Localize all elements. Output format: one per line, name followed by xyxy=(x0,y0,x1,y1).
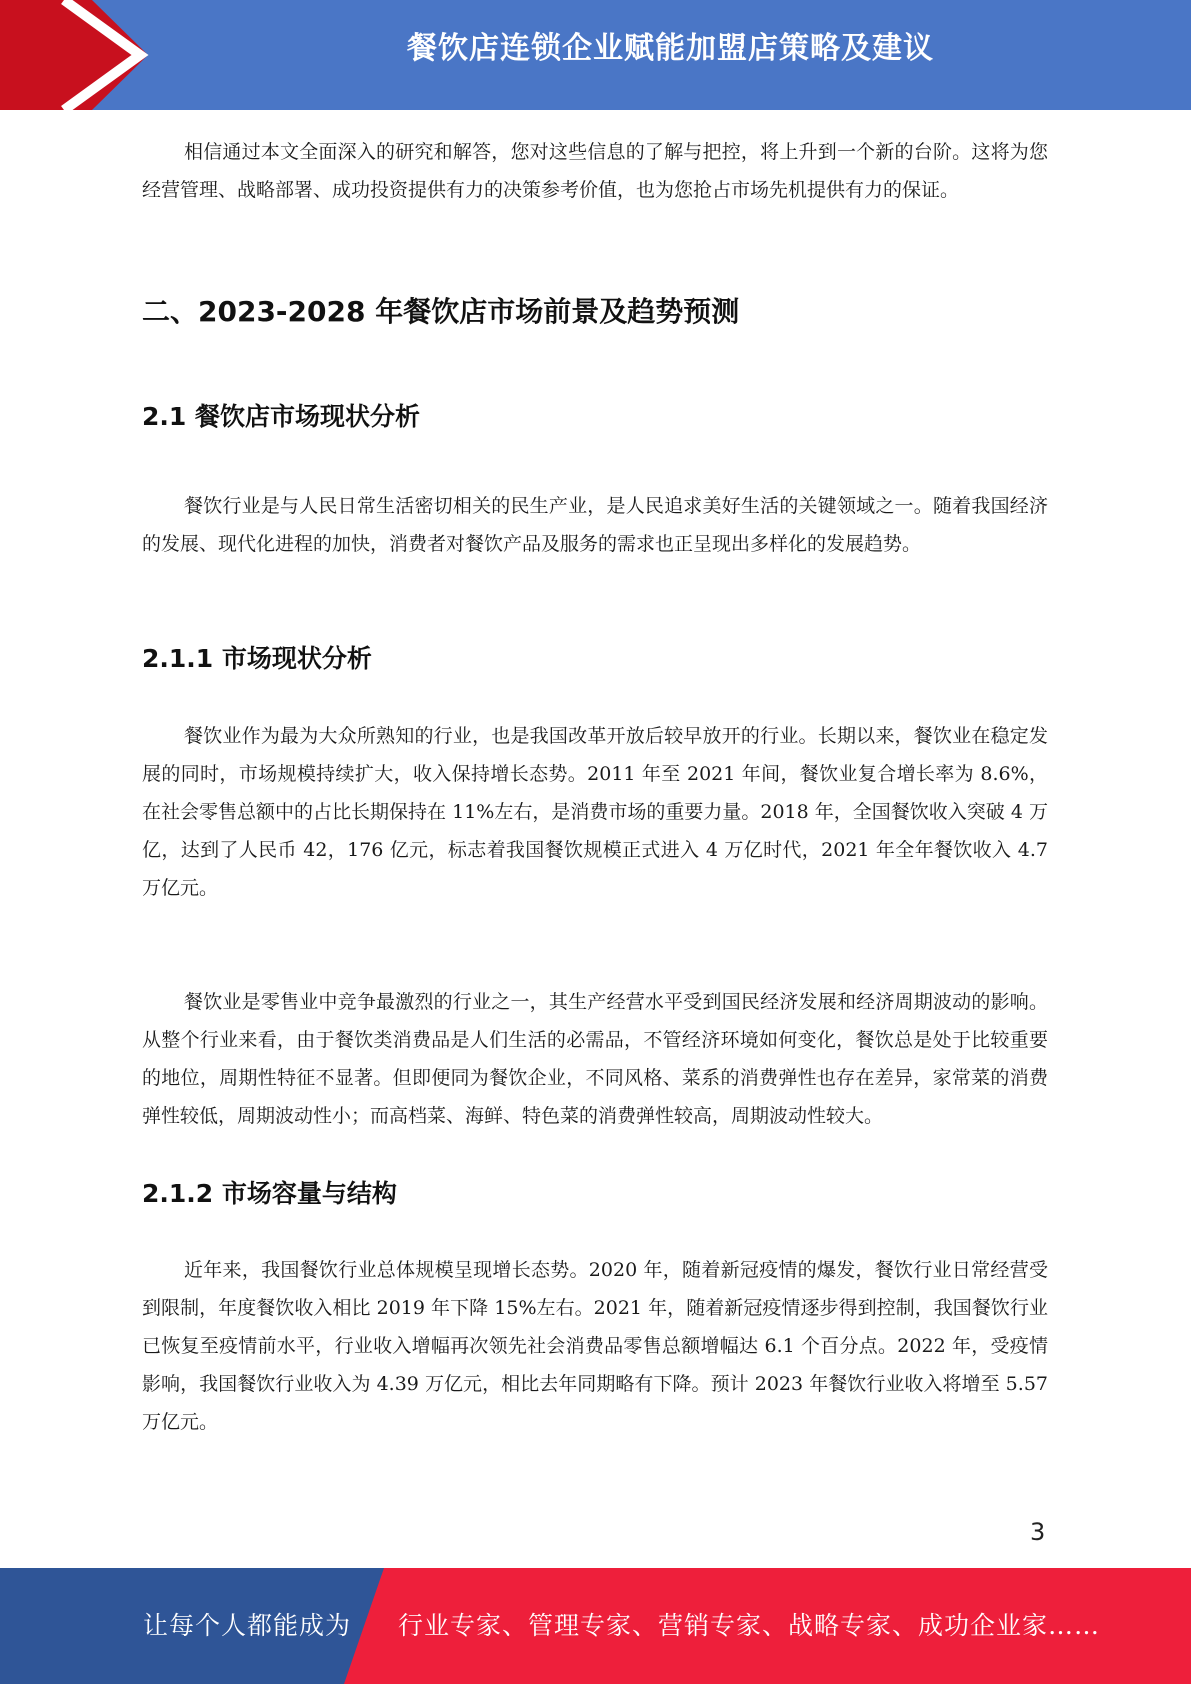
subsection-heading-2-1: 2.1 餐饮店市场现状分析 xyxy=(142,402,420,431)
subsection-heading-2-1-1: 2.1.1 市场现状分析 xyxy=(142,644,372,673)
footer-slogan-right: 行业专家、管理专家、营销专家、战略专家、成功企业家…… xyxy=(398,1611,1101,1640)
subsection-2-1-2-paragraph: 近年来，我国餐饮行业总体规模呈现增长态势。2020 年，随着新冠疫情的爆发，餐饮行业日常经营受到限制，年度餐饮收入相比 2019 年下降 15%左右。2021 年，随着新冠疫情逐步得到控制，我国餐饮行业已恢复至疫情前水平，行业收入增幅再次领先社会消费品零售总额增幅达 6.1 个百分点。2022 年，受疫情影响，我国餐饮行业收入为 4.39 万亿元，相比去年同期略有下降。预计 2023 年餐饮行业收入将增至 5.57 万亿元。 xyxy=(142,1259,1048,1433)
page-footer xyxy=(0,1568,1191,1684)
page-number: 3 xyxy=(1030,1518,1046,1546)
section-heading: 二、2023-2028 年餐饮店市场前景及趋势预测 xyxy=(142,295,740,328)
subsection-2-1-1-paragraph-1: 餐饮业作为最为大众所熟知的行业，也是我国改革开放后较早放开的行业。长期以来，餐饮业在稳定发展的同时，市场规模持续扩大，收入保持增长态势。2011 年至 2021 年间，餐饮业复合增长率为 8.6%，在社会零售总额中的占比长期保持在 11%左右，是消费市场的重要力量。2018 年，全国餐饮收入突破 4 万亿，达到了人民币 42，176 亿元，标志着我国餐饮规模正式进入 4 万亿时代，2021 年全年餐饮收入 4.7 万亿元。 xyxy=(142,725,1048,899)
subsection-2-1-paragraph: 餐饮行业是与人民日常生活密切相关的民生产业，是人民追求美好生活的关键领域之一。随着我国经济的发展、现代化进程的加快，消费者对餐饮产品及服务的需求也正呈现出多样化的发展趋势。 xyxy=(142,495,1048,555)
page-header xyxy=(0,0,1191,110)
chevron-arrow-icon xyxy=(0,0,160,110)
subsection-2-1-1-paragraph-2: 餐饮业是零售业中竞争最激烈的行业之一，其生产经营水平受到国民经济发展和经济周期波动的影响。从整个行业来看，由于餐饮类消费品是人们生活的必需品，不管经济环境如何变化，餐饮总是处于比较重要的地位，周期性特征不显著。但即便同为餐饮企业，不同风格、菜系的消费弹性也存在差异，家常菜的消费弹性较低，周期波动性小；而高档菜、海鲜、特色菜的消费弹性较高，周期波动性较大。 xyxy=(142,991,1048,1127)
footer-slogan-left: 让每个人都能成为 xyxy=(143,1611,352,1640)
intro-paragraph: 相信通过本文全面深入的研究和解答，您对这些信息的了解与把控，将上升到一个新的台阶。这将为您经营管理、战略部署、成功投资提供有力的决策参考价值，也为您抢占市场先机提供有力的保证。 xyxy=(142,141,1048,201)
subsection-heading-2-1-2: 2.1.2 市场容量与结构 xyxy=(142,1179,397,1208)
header-title: 餐饮店连锁企业赋能加盟店策略及建议 xyxy=(407,31,934,66)
